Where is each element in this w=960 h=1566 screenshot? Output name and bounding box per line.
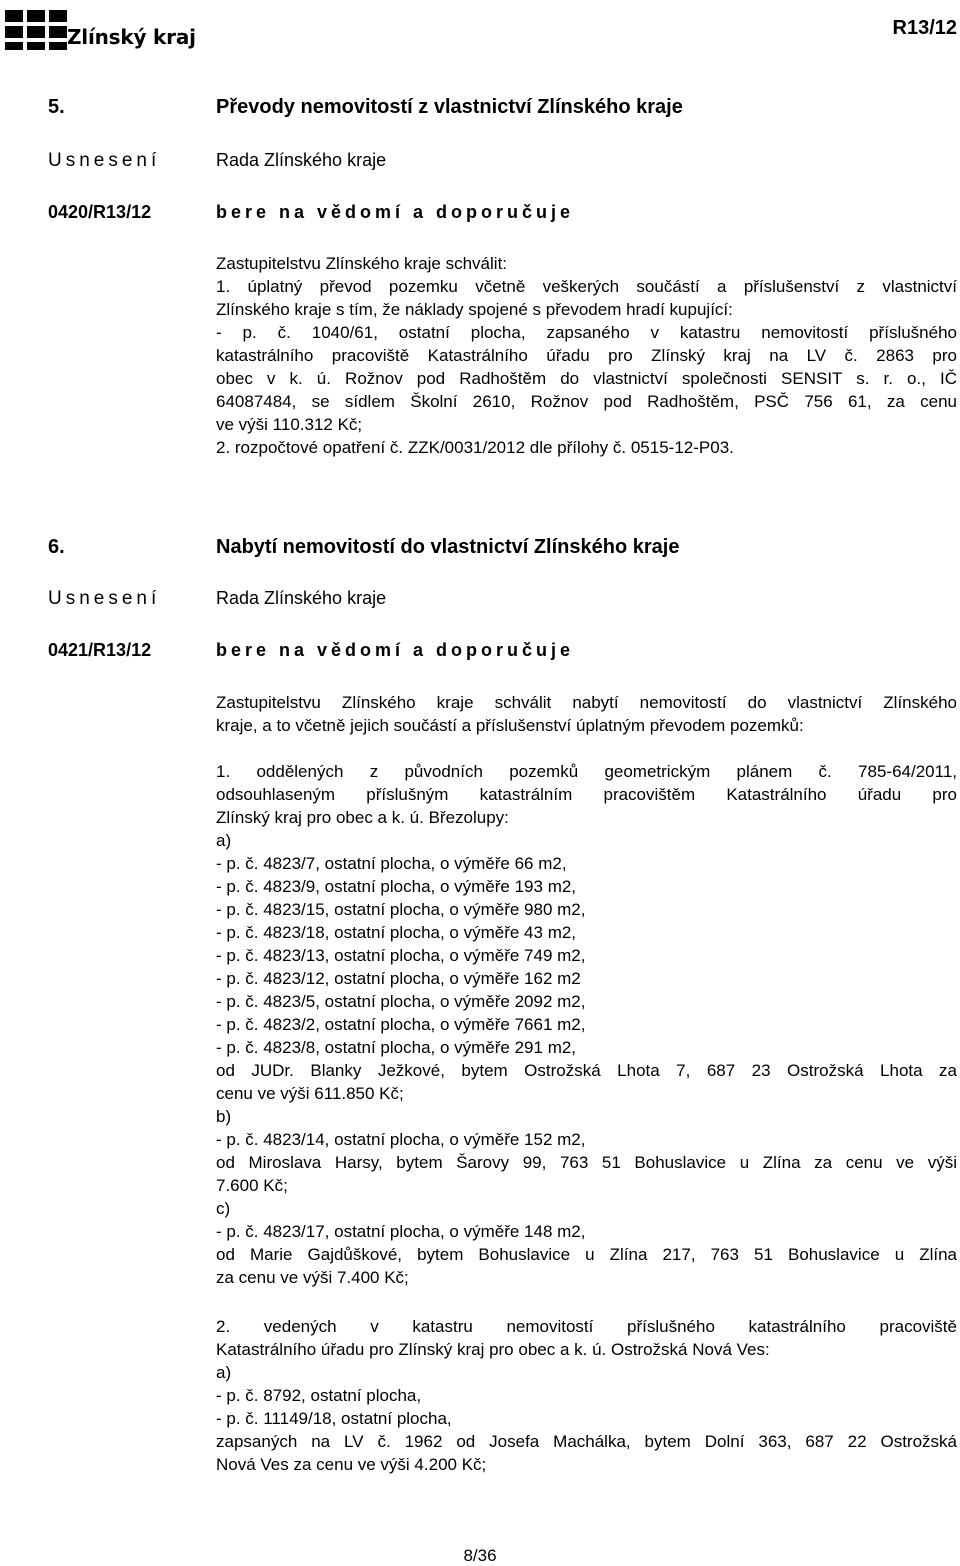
section-6-item-1 [216, 760, 957, 1289]
item-1-line: - p. č. 4823/12, ostatní plocha, o výměře 162 m2 [216, 969, 581, 988]
item-1-line: - p. č. 4823/8, ostatní plocha, o výměře 291 m2, [216, 1038, 577, 1057]
section-6-label: Usnesení [48, 588, 161, 609]
item-1-line: odsouhlaseným příslušným katastrálním pracovištěm Katastrálního úřadu pro [216, 785, 957, 804]
section-6-intro [216, 691, 957, 737]
logo-text: Zlínský kraj [67, 25, 196, 49]
item-1-line: - p. č. 4823/7, ostatní plocha, o výměře 66 m2, [216, 854, 567, 873]
item-1-line: od Marie Gajdůškové, bytem Bohuslavice u Zlína 217, 763 51 Bohuslavice u Zlína [216, 1245, 957, 1264]
item-1-line: 1. oddělených z původních pozemků geometrickým plánem č. 785-64/2011, [216, 762, 957, 781]
section-5-line: ve výši 110.312 Kč; [216, 415, 363, 434]
section-6-resolution-number: 0421/R13/12 [48, 640, 152, 660]
section-5-resolution-number: 0420/R13/12 [48, 202, 152, 222]
section-5-body: Rada Zlínského kraje [216, 150, 387, 170]
section-5-number: 5. [48, 96, 65, 118]
item-1-line: 7.600 Kč; [216, 1176, 288, 1195]
section-5-line: - p. č. 1040/61, ostatní plocha, zapsaného v katastru nemovitostí příslušného [216, 323, 957, 342]
section-6-intro-line: kraje, a to včetně jejich součástí a příslušenství úplatným převodem pozemků: [216, 716, 804, 735]
item-1-line: - p. č. 4823/14, ostatní plocha, o výměře 152 m2, [216, 1130, 586, 1149]
item-1-line: - p. č. 4823/5, ostatní plocha, o výměře 2092 m2, [216, 992, 586, 1011]
item-2-line: Katastrálního úřadu pro Zlínský kraj pro obec a k. ú. Ostrožská Nová Ves: [216, 1340, 770, 1359]
section-6-intro-line: Zastupitelstvu Zlínského kraje schválit nabytí nemovitostí do vlastnictví Zlínského [216, 693, 957, 712]
item-2-line: Nová Ves za cenu ve výši 4.200 Kč; [216, 1455, 487, 1474]
item-1-line: cenu ve výši 611.850 Kč; [216, 1084, 404, 1103]
item-1-line: - p. č. 4823/15, ostatní plocha, o výměře 980 m2, [216, 900, 586, 919]
item-1-line: Zlínský kraj pro obec a k. ú. Březolupy: [216, 808, 509, 827]
section-6-body: Rada Zlínského kraje [216, 588, 387, 608]
item-1-line: a) [216, 831, 232, 850]
section-6-verb: bere na vědomí a doporučuje [216, 640, 575, 660]
item-2-line: - p. č. 8792, ostatní plocha, [216, 1386, 422, 1405]
section-5-line: obec v k. ú. Rožnov pod Radhoštěm do vlastnictví společnosti SENSIT s. r. o., IČ [216, 369, 957, 388]
item-2-line: a) [216, 1363, 232, 1382]
item-1-line: - p. č. 4823/9, ostatní plocha, o výměře 193 m2, [216, 877, 577, 896]
page-number: 8/36 [463, 1546, 497, 1565]
item-2-line: zapsaných na LV č. 1962 od Josefa Machálka, bytem Dolní 363, 687 22 Ostrožská [216, 1432, 957, 1451]
item-1-line: za cenu ve výši 7.400 Kč; [216, 1268, 409, 1287]
section-5-line: 64087484, se sídlem Školní 2610, Rožnov pod Radhoštěm, PSČ 756 61, za cenu [216, 392, 957, 411]
section-5-verb: bere na vědomí a doporučuje [216, 202, 575, 222]
item-1-line: c) [216, 1199, 231, 1218]
section-5-title: Převody nemovitostí z vlastnictví Zlínského kraje [216, 96, 683, 118]
item-2-line: 2. vedených v katastru nemovitostí příslušného katastrálního pracoviště [216, 1317, 957, 1336]
section-5-line: Zastupitelstvu Zlínského kraje schválit: [216, 254, 508, 273]
section-5-line: 1. úplatný převod pozemku včetně veškerých součástí a příslušenství z vlastnictví [216, 277, 957, 296]
item-1-line: - p. č. 4823/2, ostatní plocha, o výměře 7661 m2, [216, 1015, 586, 1034]
item-1-line: od JUDr. Blanky Ježkové, bytem Ostrožská Lhota 7, 687 23 Ostrožská Lhota za [216, 1061, 957, 1080]
section-5-label: Usnesení [48, 150, 161, 171]
section-5-text [216, 252, 957, 459]
item-1-line: od Miroslava Harsy, bytem Šarovy 99, 763 51 Bohuslavice u Zlína za cenu ve výši [216, 1153, 957, 1172]
item-1-line: b) [216, 1107, 232, 1126]
section-6-item-2 [216, 1315, 957, 1476]
section-5-line: 2. rozpočtové opatření č. ZZK/0031/2012 dle přílohy č. 0515-12-P03. [216, 438, 734, 457]
section-6-title: Nabytí nemovitostí do vlastnictví Zlínského kraje [216, 536, 680, 558]
section-6-number: 6. [48, 536, 65, 558]
item-1-line: - p. č. 4823/17, ostatní plocha, o výměře 148 m2, [216, 1222, 586, 1241]
section-5-line: Zlínského kraje s tím, že náklady spojené s převodem hradí kupující: [216, 300, 733, 319]
item-2-line: - p. č. 11149/18, ostatní plocha, [216, 1409, 452, 1428]
document-code: R13/12 [892, 17, 957, 39]
item-1-line: - p. č. 4823/13, ostatní plocha, o výměře 749 m2, [216, 946, 586, 965]
section-5-line: katastrálního pracoviště Katastrálního úřadu pro Zlínský kraj na LV č. 2863 pro [216, 346, 957, 365]
item-1-line: - p. č. 4823/18, ostatní plocha, o výměře 43 m2, [216, 923, 577, 942]
